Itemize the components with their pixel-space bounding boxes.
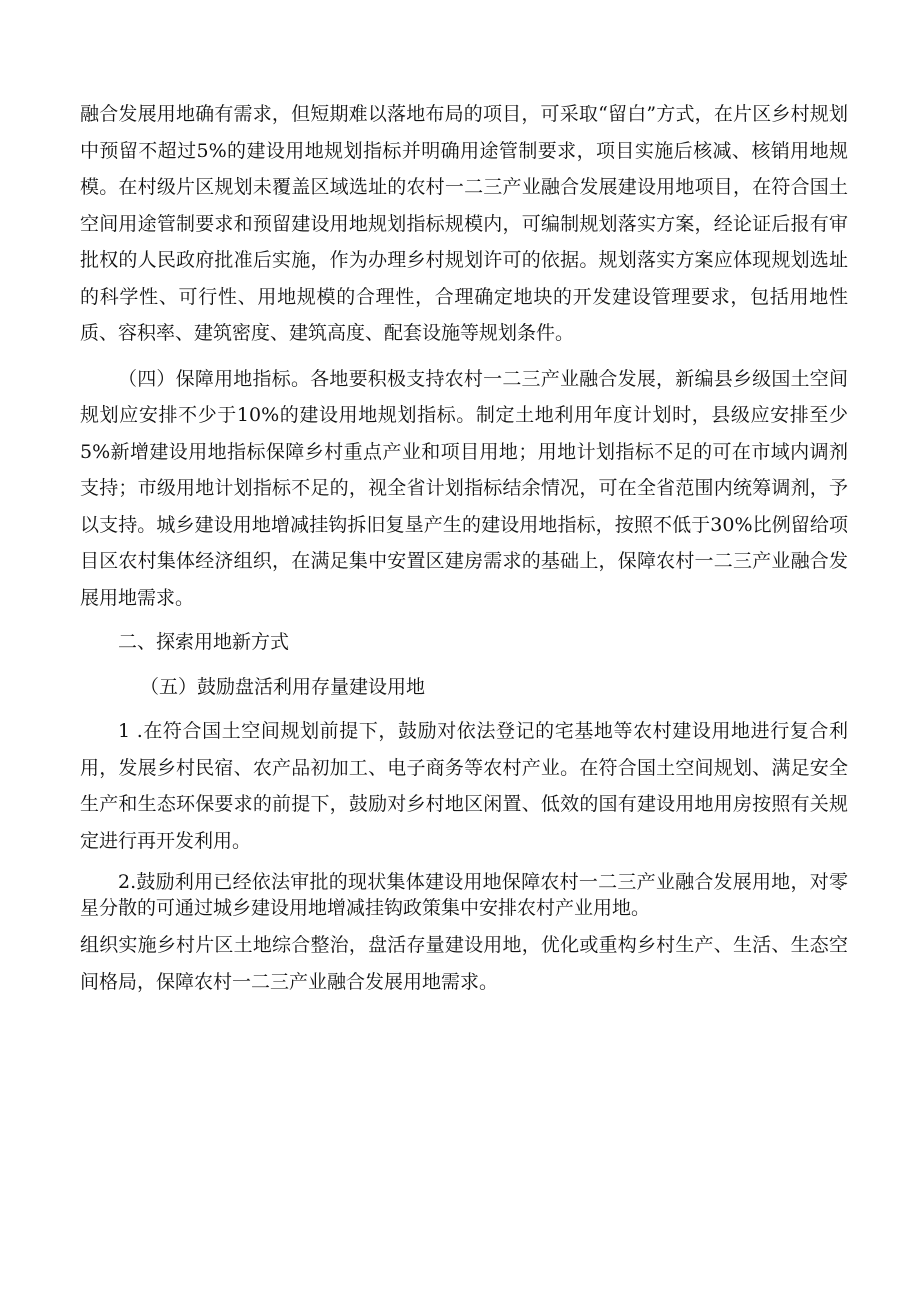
section-heading-new-land-methods: 二、探索用地新方式 xyxy=(118,631,290,653)
paragraph-land-quota: （四）保障用地指标。各地要积极支持农村一二三产业融合发展，新编县乡级国土空间规划应安排不少于10%的建设用地规划指标。制定土地利用年度计划时，县级应安排至少5%新增建设用地指标保障乡村重点产业和项目用地；用地计划指标不足的可在市域内调剂支持；市级用地计划指标不足的，视全省计划指标结余情况，可在全省范围内统筹调剂，予以支持。城乡建设用地增减挂钩拆旧复垦产生的建设用地指标，按照不低于30%比例留给项目区农村集体经济组织，在满足集中安置区建房需求的基础上，保障农村一二三产业融合发展用地需求。 xyxy=(80,367,848,609)
paragraph-land-consolidation: 组织实施乡村片区土地综合整治，盘活存量建设用地，优化或重构乡村生产、生活、生态空间格局，保障农村一二三产业融合发展用地需求。 xyxy=(80,934,848,993)
subsection-heading-stock-land: （五）鼓励盘活利用存量建设用地 xyxy=(140,675,426,698)
paragraph-land-reservation: 融合发展用地确有需求，但短期难以落地布局的项目，可采取“留白”方式，在片区乡村规划中预留不超过5%的建设用地规划指标并明确用途管制要求，项目实施后核减、核销用地规模。在村级片区规划未覆盖区域选址的农村一二三产业融合发展建设用地项目，在符合国土空间用途管制要求和预留建设用地规划指标规模内，可编制规划落实方案，经论证后报有审批权的人民政府批准后实施，作为办理乡村规划许可的依据。规划落实方案应体现规划选址的科学性、可行性、用地规模的合理性，合理确定地块的开发建设管理要求，包括用地性质、容积率、建筑密度、建筑高度、配套设施等规划条件。 xyxy=(80,103,848,344)
paragraph-item-2: 2.鼓励利用已经依法审批的现状集体建设用地保障农村一二三产业融合发展用地，对零星分散的可通过城乡建设用地增减挂钩政策集中安排农村产业用地。 xyxy=(80,871,848,919)
document-page xyxy=(80,96,848,1000)
paragraph-item-1: 1 .在符合国土空间规划前提下，鼓励对依法登记的宅基地等农村建设用地进行复合利用，发展乡村民宿、农产品初加工、电子商务等农村产业。在符合国土空间规划、满足安全生产和生态环保要求的前提下，鼓励对乡村地区闲置、低效的国有建设用地用房按照有关规定进行再开发利用。 xyxy=(80,720,848,852)
